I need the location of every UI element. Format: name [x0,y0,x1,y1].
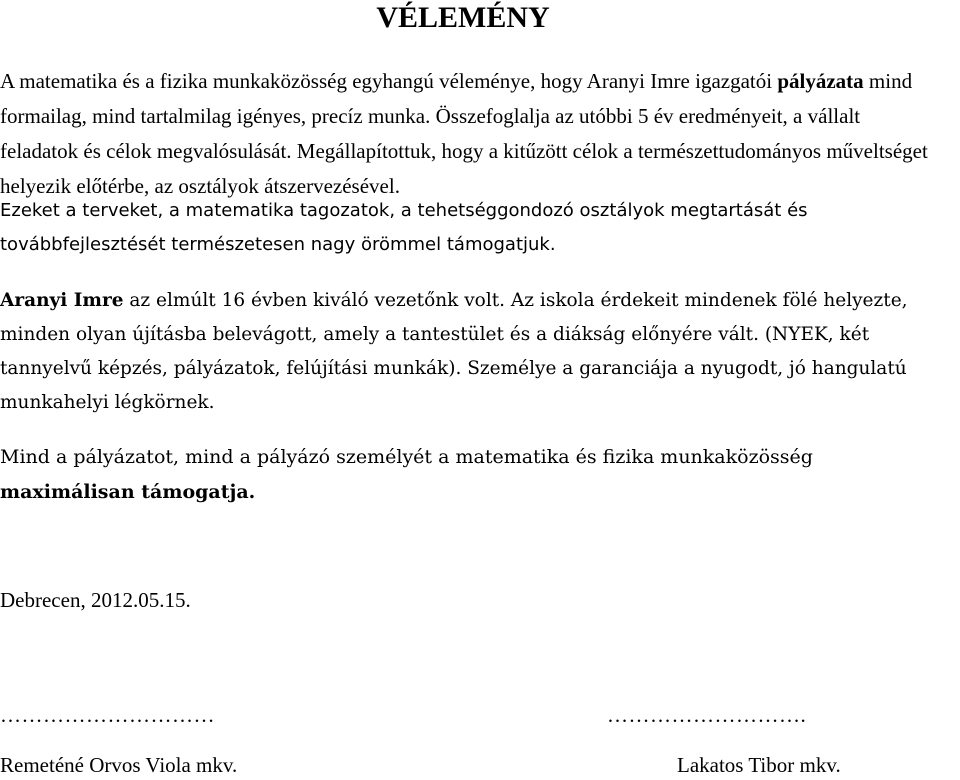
document-date: Debrecen, 2012.05.15. [0,588,191,612]
paragraph-leader-text: az elmúlt 16 évben kiváló vezetőnk volt. Az iskola érdekeit mindenek fölé helyezte, minden olyan újításba belevágott, amely a tantestület és a diákság előnyére vált. (NYEK, két tannyelvű képzés, pályázatok, felújítási munkák). Személye a garanciája a nyugodt, jó hangulatú munkahelyi légkörnek. [0,290,908,413]
signatory-left: Remeténé Orvos Viola mkv. [0,753,238,777]
paragraph-opinion-bold: pályázata [777,69,864,93]
paragraph-opinion-text-1: A matematika és a fizika munkaközösség egyhangú véleménye, hogy Aranyi Imre igazgatói [0,69,778,93]
leader-name-bold: Aranyi Imre [0,290,124,311]
signatory-right: Lakatos Tibor mkv. [677,753,841,777]
paragraph-opinion [0,64,930,204]
document-title: VÉLEMÉNY [376,1,550,34]
paragraph-conclusion-bold: maximálisan támogatja. [0,481,256,503]
paragraph-opinion-text-2: mind formailag, mind tartalmilag igényes, precíz munka. Összefoglalja az utóbbi 5 év eredményeit, a vállalt feladatok és célok megvalósulását. Megállapítottuk, hogy a kitűzött célok a természettudományos műveltséget helyezik előtérbe, az osztályok átszervezésével. [0,69,928,198]
paragraph-leader [0,284,930,420]
paragraph-support: Ezeket a terveket, a matematika tagozatok, a tehetséggondozó osztályok megtartását és továbbfejlesztését természetesen nagy örömmel támogatjuk. [0,200,808,255]
signature-line-left: ………………………… [0,703,215,727]
signature-line-right: ………………………. [607,703,807,727]
paragraph-conclusion-text: Mind a pályázatot, mind a pályázó személyét a matematika és fizika munkaközösség [0,446,813,468]
paragraph-conclusion [0,440,930,510]
